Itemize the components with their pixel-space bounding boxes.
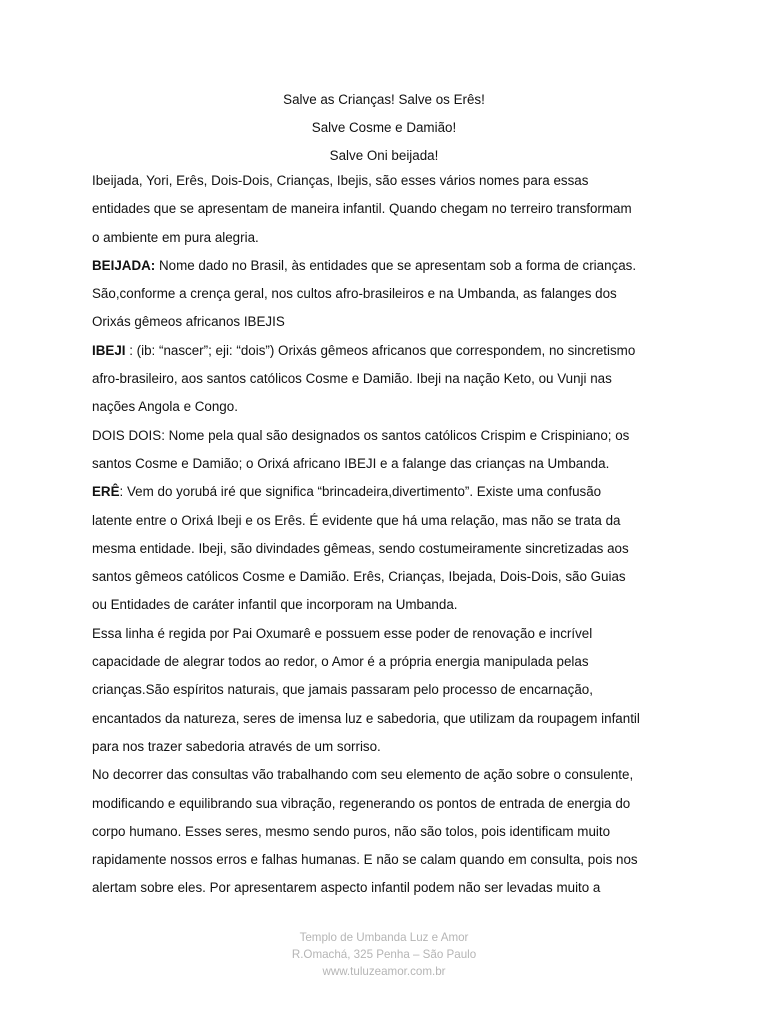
- text-line: [92, 252, 676, 280]
- footer-organization-name: Templo de Umbanda Luz e Amor: [299, 931, 469, 944]
- line-text: santos Cosme e Damião; o Orixá africano IBEJI e a falange das crianças na Umbanda.: [92, 455, 610, 471]
- line-text: Orixás gêmeos africanos IBEJIS: [92, 314, 285, 330]
- text-line: [92, 733, 676, 761]
- line-text: latente entre o Orixá Ibeji e os Erês. É evidente que há uma relação, mas não se trata da: [92, 512, 621, 528]
- line-text: encantados da natureza, seres de imensa luz e sabedoria, que utilizam da roupagem infantil: [92, 710, 640, 726]
- text-line: [92, 818, 676, 846]
- text-line: [92, 422, 676, 450]
- term-label: ERÊ: [92, 484, 120, 500]
- body-text: [92, 167, 676, 903]
- heading-line-1: Salve as Crianças! Salve os Erês!: [283, 92, 485, 107]
- footer-website: www.tuluzeamor.com.br: [322, 965, 446, 978]
- text-line: [92, 507, 676, 535]
- term-label: IBEJI: [92, 342, 126, 358]
- line-text: alertam sobre eles. Por apresentarem aspecto infantil podem não ser levadas muito a: [92, 880, 601, 896]
- heading-line-3: Salve Oni beijada!: [329, 148, 439, 163]
- text-line: [92, 365, 676, 393]
- text-line: [92, 195, 676, 223]
- text-line: [92, 676, 676, 704]
- line-text: corpo humano. Esses seres, mesmo sendo puros, não são tolos, pois identificam muito: [92, 823, 611, 839]
- text-line: [92, 450, 676, 478]
- line-text: mesma entidade. Ibeji, são divindades gêmeas, sendo costumeiramente sincretizadas aos: [92, 540, 629, 556]
- text-line: [92, 620, 676, 648]
- line-text: o ambiente em pura alegria.: [92, 229, 259, 245]
- line-text: Essa linha é regida por Pai Oxumarê e possuem esse poder de renovação e incrível: [92, 625, 593, 641]
- text-line: [92, 648, 676, 676]
- term-label: BEIJADA:: [92, 257, 156, 273]
- text-line: [92, 337, 676, 365]
- line-text: modificando e equilibrando sua vibração, regenerando os pontos de entrada de energia do: [92, 795, 631, 811]
- text-line: [92, 591, 676, 619]
- footer-address: R.Omachá, 325 Penha – São Paulo: [291, 948, 477, 961]
- line-text: Nome dado no Brasil, às entidades que se apresentam sob a forma de crianças.: [155, 257, 637, 273]
- text-line: [92, 280, 676, 308]
- text-line: [92, 790, 676, 818]
- line-text: para nos trazer sabedoria através de um sorriso.: [92, 738, 381, 754]
- line-text: santos gêmeos católicos Cosme e Damião. Erês, Crianças, Ibejada, Dois-Dois, são Guias: [92, 569, 626, 585]
- text-line: [92, 224, 676, 252]
- text-line: [92, 846, 676, 874]
- text-line: [92, 167, 676, 195]
- line-text: : (ib: “nascer”; eji: “dois”) Orixás gêmeos africanos que correspondem, no sincretismo: [125, 342, 636, 358]
- text-line: [92, 308, 676, 336]
- heading-line-2: Salve Cosme e Damião!: [311, 120, 457, 135]
- page-footer: [0, 929, 768, 980]
- line-text: nações Angola e Congo.: [92, 399, 238, 415]
- text-line: [92, 874, 676, 902]
- text-line: [92, 478, 676, 506]
- text-line: [92, 761, 676, 789]
- heading-block: [92, 86, 676, 170]
- line-text: No decorrer das consultas vão trabalhando com seu elemento de ação sobre o consulente,: [92, 767, 634, 783]
- text-line: [92, 563, 676, 591]
- text-line: [92, 393, 676, 421]
- text-line: [92, 705, 676, 733]
- line-text: Ibeijada, Yori, Erês, Dois-Dois, Crianças, Ibejis, são esses vários nomes para essas: [92, 173, 589, 188]
- line-text: São,conforme a crença geral, nos cultos afro-brasileiros e na Umbanda, as falanges dos: [92, 286, 617, 302]
- line-text: crianças.São espíritos naturais, que jamais passaram pelo processo de encarnação,: [92, 682, 593, 698]
- line-text: DOIS DOIS: Nome pela qual são designados os santos católicos Crispim e Crispiniano; os: [92, 427, 630, 443]
- line-text: rapidamente nossos erros e falhas humanas. E não se calam quando em consulta, pois nos: [92, 852, 638, 868]
- line-text: entidades que se apresentam de maneira infantil. Quando chegam no terreiro transformam: [92, 201, 632, 217]
- line-text: afro-brasileiro, aos santos católicos Cosme e Damião. Ibeji na nação Keto, ou Vunji nas: [92, 371, 612, 387]
- line-text: capacidade de alegrar todos ao redor, o Amor é a própria energia manipulada pelas: [92, 654, 589, 670]
- text-line: [92, 535, 676, 563]
- line-text: : Vem do yorubá iré que significa “brincadeira,divertimento”. Existe uma confusão: [119, 484, 602, 500]
- line-text: ou Entidades de caráter infantil que incorporam na Umbanda.: [92, 597, 458, 613]
